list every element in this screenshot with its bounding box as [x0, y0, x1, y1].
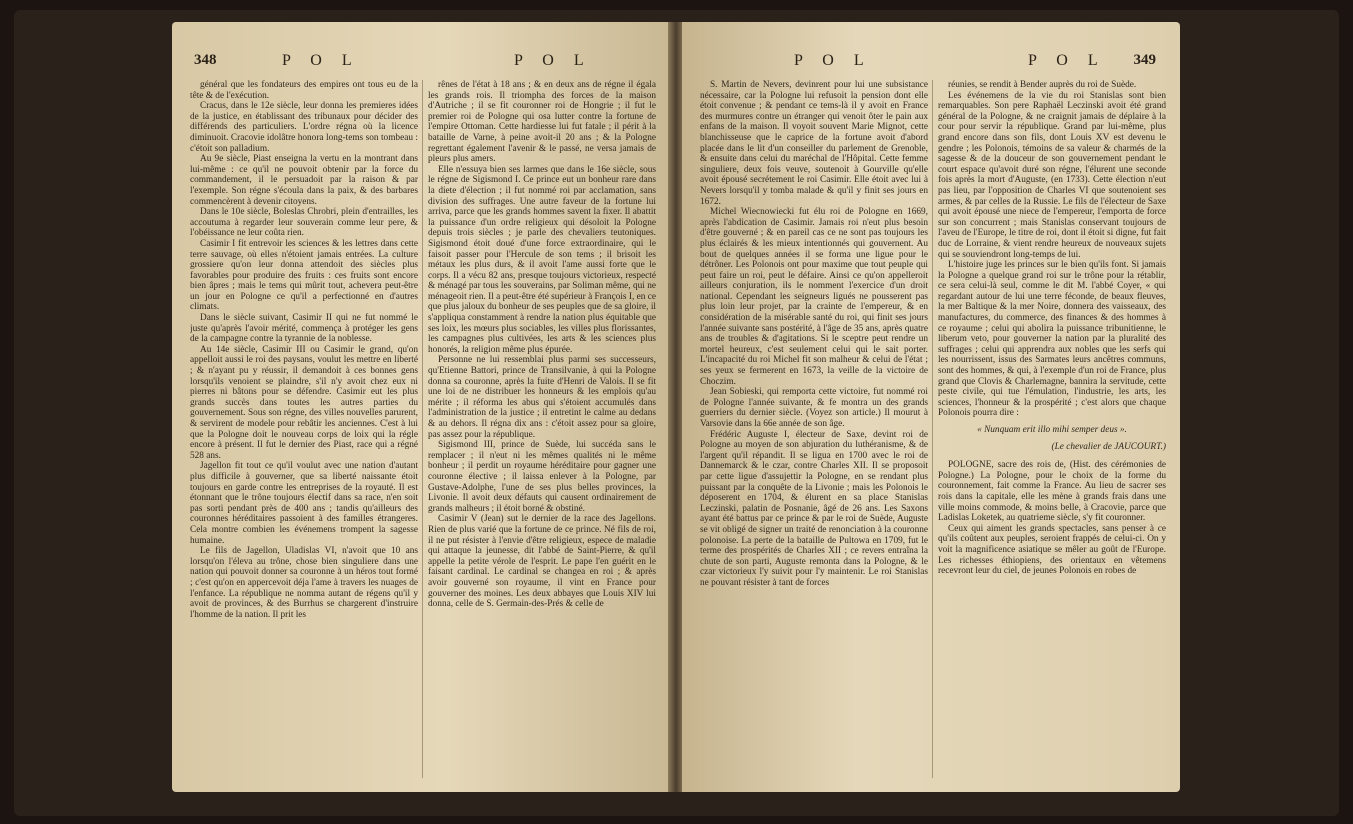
left-page-column-2 [428, 80, 656, 778]
paragraph: Michel Wiecnowiecki fut élu roi de Pologne en 1669, après l'abdication de Casimir. Jamais roi n'eut plus besoin d'être gouverné ; & en pareil cas ce ne sont pas toujours les plus éclairés & les mieux intentionnés qui gouvernent. Au bout de quelques années il se forma une ligue pour le détrôner. Les Polonois ont pour maxime que tout peuple qui peut faire un roi, peut le défaire. Ainsi ce qu'on appelleroit ailleurs conjuration, ils le nomment l'exercice d'un droit national. Cependant les seigneurs ligués ne pousserent pas plus loin leur projet, par la crainte de l'empereur, & en considération de la misérable santé du roi, qui finit ses jours l'année suivante sans postérité, à l'âge de 35 ans, après quatre ans de troubles & d'agitations. Si le sceptre peut rendre un mortel heureux, c'est seulement celui qui le sait porter. L'incapacité du roi Michel fit son malheur & celui de l'état ; ses yeux se fermerent en 1673, la veille de la victoire de Choczim. [700, 207, 928, 387]
right-page [682, 22, 1180, 792]
running-head: P O L [282, 52, 360, 69]
paragraph: S. Martin de Nevers, devinrent pour lui une subsistance nécessaire, car la Pologne lui refusoit la pension dont elle étoit convenue ; & pendant ce tems-là il y avoit en France des murmures contre un étranger qui venoit ôter le pain aux enfans de la maison. Il voyoit souvent Marie Mignot, cette blanchisseuse que le caprice de la fortune avoit d'abord placée dans le lit d'un conseiller du parlement de Grenoble, & ensuite dans celui du maréchal de l'Hôpital. Cette femme singuliere, deux fois veuve, soutenoit à Gourville qu'elle avoit épousé secrétement le roi Casimir. Elle étoit avec lui à Nevers lorsqu'il y tomba malade & qu'il y finit ses jours en 1672. [700, 80, 928, 207]
column-rule [932, 80, 933, 778]
page-number: 348 [194, 52, 217, 68]
paragraph: Elle n'essuya bien ses larmes que dans le 16e siècle, sous le régne de Sigismond I. Ce prince eut un bonheur rare dans la diete d'élection ; il fut nommé roi par acclamation, sans division des suffrages. Une autre faveur de la fortune lui arriva, parce que les grands hommes savent la fixer. Il abattit la puissance d'un ordre religieux qui désoloit la Pologne depuis trois siècles ; je parle des chevaliers teutoniques. Sigismond étoit doué d'une force extraordinaire, qui le faisoit passer pour l'Hercule de son tems ; il brisoit les métaux les plus durs, & il avoit l'ame aussi forte que le corps. Il a vécu 82 ans, presque toujours victorieux, respecté & ménagé par tous les souverains, par Soliman même, qui ne ménageoit rien. Il a peut-être été supérieur à François I, en ce que plus jaloux du bonheur de ses peuples que de sa gloire, il s'appliqua constamment à rendre la nation plus équitable que ses loix, les mœurs plus sociables, les villes plus florissantes, les campagnes plus cultivées, les arts & les sciences plus honorés, la religion même plus épurée. [428, 164, 656, 355]
paragraph: Jagellon fit tout ce qu'il voulut avec une nation d'autant plus difficile à gouverner, que sa liberté naissante étoit toujours en garde contre les entreprises de la royauté. Il est étonnant que le trône toujours électif dans sa race, n'en soit pas sorti pendant près de 400 ans ; tandis qu'ailleurs des couronnes héréditaires passoient à des familles étrangeres. Cela montre combien les événemens trompent la sagesse humaine. [190, 461, 418, 546]
running-head-right-col: P O L [514, 52, 592, 69]
paragraph: Dans le siècle suivant, Casimir II qui ne fut nommé le juste qu'après l'avoir mérité, commença à protéger les gens de la campagne contre la tyrannie de la noblesse. [190, 313, 418, 345]
paragraph: rênes de l'état à 18 ans ; & en deux ans de régne il égala les grands rois. Il triompha des forces de la maison d'Autriche ; il se fit couronner roi de Hongrie ; il fut le premier roi de Pologne qui osa lutter contre la fortune de l'empire Ottoman. Cette hardiesse lui fut fatale ; il périt à la bataille de Varne, à peine avoit-il 20 ans ; & la Pologne regrettant également l'avenir & le passé, ne versa jamais de pleurs plus amers. [428, 80, 656, 165]
page-number: 349 [1133, 52, 1156, 68]
paragraph: Sigismond III, prince de Suède, lui succéda sans le remplacer ; il n'eut ni les mêmes qualités ni le même bonheur ; il perdit un royaume héréditaire pour gagner une couronne élective ; il laissa enlever à la Pologne, par Gustave-Adolphe, l'une de ses plus belles provinces, la Livonie. Il avoit deux défauts qui causent ordinairement de grands malheurs ; il étoit borné & obstiné. [428, 440, 656, 514]
left-page-columns [190, 80, 656, 778]
right-page-header [702, 52, 1160, 76]
right-page-column-2 [938, 80, 1166, 778]
paragraph: Au 14e siècle, Casimir III ou Casimir le grand, qu'on appelloit aussi le roi des paysans, voulut les mettre en liberté ; & n'ayant pu y réussir, il demandoit à ces bonnes gens lorsqu'ils venoient se plaindre, s'il n'y avoit chez eux ni pierres ni bâtons pour se défendre. Casimir eut les plus grands succès dans toutes les autres parties du gouvernement. Sous son régne, des villes nouvelles parurent, & servirent de modele pour rebâtir les anciennes. C'est à lui que la Pologne doit le nouveau corps de loix qui la régle encore à présent. Il fut le dernier des Piast, race qui a régné 528 ans. [190, 344, 418, 461]
right-page-column-1 [700, 80, 928, 778]
right-page-columns [700, 80, 1166, 778]
paragraph: Ceux qui aiment les grands spectacles, sans penser à ce qu'ils coûtent aux peuples, seroient frappés de celui-ci. On y voit la magnificence asiatique se mêler au goût de l'Europe. Les richesses éthiopiens, des orientaux en vêtemens recevront leur du ciel, de jeunes Polonois en robes de [938, 523, 1166, 577]
left-page-header [192, 52, 650, 76]
paragraph: « Nunquam erit illo mihi semper deus ». [977, 425, 1127, 435]
paragraph: Dans le 10e siècle, Boleslas Chrobri, plein d'entrailles, les accoutuma à regarder leur souverain comme leur pere, & l'obéissance ne leur coûta rien. [190, 207, 418, 239]
paragraph: Les événemens de la vie du roi Stanislas sont bien remarquables. Son pere Raphaël Leczinski avoit été grand général de la Pologne, & ne craignit jamais de déplaire à la cour pour servir la république. Grand par lui-même, plus grand encore dans son fils, dont Louis XV est devenu le gendre ; les Polonois, témoins de sa valeur & charmés de la sagesse & de la douceur de son gouvernement pendant le court espace qu'avoit duré son régne, l'élurent une seconde fois après la mort d'Auguste, (en 1733). Cette élection n'eut pas lieu, par l'opposition de Charles VI que soutenoient ses armes, & par celles de la Russie. Le fils de l'électeur de Saxe qui avoit épousé une niece de l'empereur, l'emporta de force sur son concurrent ; mais Stanislas conservant toujours de l'aveu de l'Europe, le titre de roi, dont il étoit si digne, fut fait duc de Lorraine, & vient rendre heureux de nouveaux sujets qui se souviendront long-temps de lui. [938, 90, 1166, 260]
left-page [172, 22, 670, 792]
paragraph: Frédéric Auguste I, électeur de Saxe, devint roi de Pologne au moyen de son abjuration du luthéranisme, & de l'argent qu'il répandit. Il se ligua en 1700 avec le roi de Dannemarck & le czar, contre Charles XII. Il se proposoit par cette ligue d'assujettir la Pologne, en se rendant plus puissant par la conquête de la Livonie ; mais les Polonois le déposerent en 1704, & élurent en sa place Stanislas Leczinski, palatin de Posnanie, âgé de 26 ans. Les Saxons ayant été battus par ce prince & par le roi de Suède, Auguste se vit obligé de signer un traité de renonciation à la couronne polonoise. La perte de la bataille de Pultowa en 1709, fut le terme des prospérités de Charles XII ; ce revers entraîna la chute de son parti, Auguste remonta dans la Pologne, & le czar victorieux l'y suivit pour l'y maintenir. Le roi Stanislas ne pouvant résister à tant de forces [700, 429, 928, 588]
running-head-right-col: P O L [1028, 52, 1106, 69]
column-rule [422, 80, 423, 778]
paragraph: Cracus, dans le 12e siècle, leur donna les premieres idées de la justice, en établissant des tribunaux pour décider des différends des particuliers. L'ordre régna où la licence diminuoit. Cracovie idolâtre honora long-tems son tombeau : c'étoit son palladium. [190, 101, 418, 154]
paragraph: Au 9e siècle, Piast enseigna la vertu en la montrant dans lui-même : ce qu'il ne pouvoit obtenir par la force du commandement, il le persuadoit par la raison & par l'exemple. Son régne s'écoula dans la paix, & des barbares commencèrent à devenir citoyens. [190, 154, 418, 207]
paragraph: Jean Sobieski, qui remporta cette victoire, fut nommé roi de Pologne l'année suivante, & fe montra un des grands guerriers du dernier siècle. (Voyez son article.) Il mourut à Varsovie dans la 66e année de son âge. [700, 387, 928, 429]
left-page-column-1 [190, 80, 418, 778]
paragraph: Le fils de Jagellon, Uladislas VI, n'avoit que 10 ans lorsqu'on l'éleva au trône, chose bien singuliere dans une nation qui pouvoit donner sa couronne à un héros tout formé ; c'est qu'on en appercevoit déja l'ame à travers les nuages de l'enfance. La république ne nomma autant de régens qu'il y avoit de provinces, & des Burrhus se chargerent d'instruire l'homme de la nation. Il prit les [190, 546, 418, 620]
paragraph: Personne ne lui ressemblai plus parmi ses successeurs, qu'Etienne Battori, prince de Transilvanie, à qui la Pologne donna sa couronne, après la fuite d'Henri de Valois. Il se fit une loi de ne distribuer les honneurs & les emplois qu'au mérite ; il réforma les abus qui s'étoient accumulés dans l'administration de la justice ; il entretint le calme au dedans & au dehors. Il régna dix ans : c'étoit assez pour sa gloire, pas assez pour la république. [428, 355, 656, 440]
paragraph: réunies, se rendit à Bender auprès du roi de Suède. [948, 80, 1137, 90]
paragraph: L'histoire juge les princes sur le bien qu'ils font. Si jamais la Pologne a quelque grand roi sur le trône pour la rétablir, ce sera celui-là seul, comme le dit M. l'abbé Coyer, « qui regardant autour de lui une terre féconde, de beaux fleuves, la mer Baltique & la mer Noire, donnera des vaisseaux, des manufactures, du commerce, des finances & des hommes à ce royaume ; celui qui abolira la puissance tribunitienne, le liberum veto, pour gouverner la nation par la pluralité des suffrages ; celui qui apprendra aux nobles que les serfs qui les nourrissent, issus des Sarmates leurs ancêtres communs, sont des hommes, & qui, à l'exemple d'un roi de France, plus grand que Clovis & Charlemagne, bannira la servitude, cette peste civile, qui tue l'émulation, l'industrie, les arts, les sciences, l'honneur & la prospérité ; c'est alors que chaque Polonois pourra dire : [938, 260, 1166, 419]
paragraph: POLOGNE, sacre des rois de, (Hist. des cérémonies de Pologne.) La Pologne, pour le choix de la forme du couronnement, fait comme la France. Au lieu de sacrer ses rois dans la capitale, elle les mène à grands frais dans une ville moins commode, & moins belle, à Cracovie, parce que Ladislas Loketek, au quatrieme siècle, s'y fit couronner. [938, 460, 1166, 524]
paragraph: (Le chevalier de JAUCOURT.) [1051, 441, 1166, 452]
paragraph: Casimir I fit entrevoir les sciences & les lettres dans cette terre sauvage, où elles n'étoient jamais entrées. La culture grossiere qu'on leur donna attendoit des siècles plus favorables pour produire des fruits : ces fruits sont encore bien âpres ; mais le tems qui mûrit tout, achevera peut-être un jour en Pologne ce qu'il a perfectionné en d'autres climats. [190, 238, 418, 313]
running-head: P O L [794, 52, 872, 69]
paragraph: général que les fondateurs des empires ont tous eu de la tête & de l'exécution. [190, 80, 418, 101]
paragraph: Casimir V (Jean) sut le dernier de la race des Jagellons. Rien de plus varié que la fortune de ce prince. Né fils de roi, il ne put résister à l'envie d'être religieux, espece de maladie qui attaque la jeunesse, dit l'abbé de Saint-Pierre, & qu'il appelle la petite vérole de l'esprit. Le pape l'en guérit en le faisant cardinal. Le cardinal se changea en roi ; & après avoir gouverné son royaume, il vint en France pour gouverner des moines. Les deux abbayes que Louis XIV lui donna, celle de S. Germain-des-Prés & celle de [428, 514, 656, 610]
